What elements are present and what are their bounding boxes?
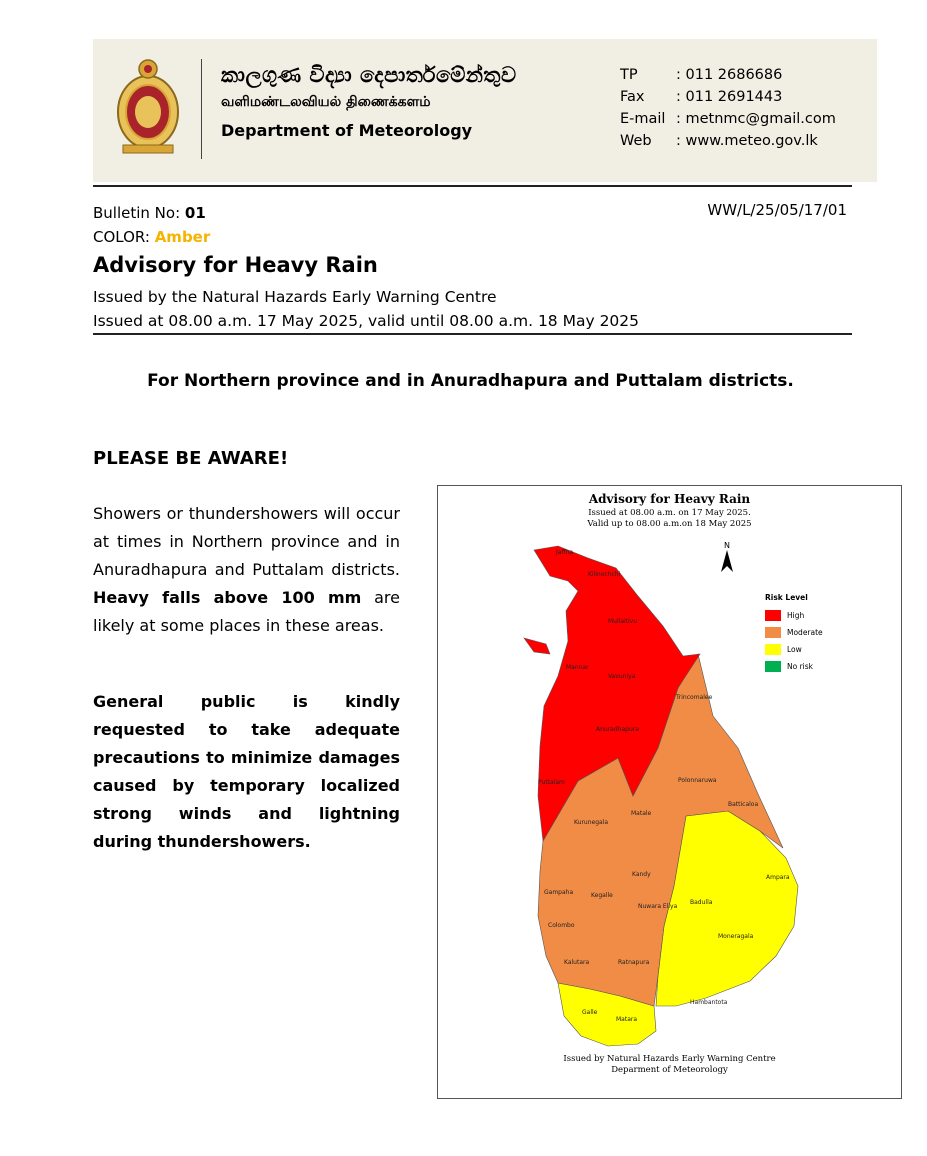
- svg-text:Hambantota: Hambantota: [690, 999, 728, 1006]
- org-name-english: Department of Meteorology: [221, 121, 473, 140]
- svg-text:Anuradhapura: Anuradhapura: [596, 726, 639, 733]
- map-footer: Issued by Natural Hazards Early Warning Centre Deparment of Meteorology: [563, 1054, 776, 1075]
- svg-text:Kegalle: Kegalle: [591, 892, 613, 899]
- legend-item-moderate: Moderate: [765, 627, 823, 638]
- issued-at: Issued at 08.00 a.m. 17 May 2025, valid until 08.00 a.m. 18 May 2025: [93, 312, 640, 330]
- svg-text:Moneragala: Moneragala: [718, 933, 754, 940]
- org-name-tamil: வளிமண்டலவியல் திணைக்களம்: [221, 94, 431, 110]
- legend-swatch: [765, 627, 781, 638]
- svg-text:Trincomalee: Trincomalee: [676, 694, 713, 701]
- website-link[interactable]: : www.meteo.gov.lk: [676, 133, 818, 149]
- map-legend: [765, 593, 823, 678]
- svg-text:Mannar: Mannar: [566, 664, 589, 671]
- map-subtitle: Issued at 08.00 a.m. on 17 May 2025. Valid up to 08.00 a.m.on 18 May 2025: [587, 508, 752, 529]
- divider: [93, 185, 852, 187]
- contact-details: [620, 64, 836, 152]
- contact-row-email: E-mail : metnmc@gmail.com: [620, 108, 836, 130]
- legend-swatch: [765, 661, 781, 672]
- svg-text:Batticaloa: Batticaloa: [728, 801, 759, 808]
- north-arrow-icon: N: [720, 541, 734, 574]
- svg-text:Kurunegala: Kurunegala: [574, 819, 609, 826]
- mannar-island: [524, 638, 550, 654]
- contact-row-tp: TP : 011 2686686: [620, 67, 783, 83]
- legend-item-low: Low: [765, 644, 823, 655]
- svg-text:Ampara: Ampara: [766, 874, 790, 881]
- legend-item-no-risk: No risk: [765, 661, 823, 672]
- svg-text:Colombo: Colombo: [548, 922, 575, 929]
- svg-text:Kalutara: Kalutara: [564, 959, 590, 966]
- issued-by: Issued by the Natural Hazards Early Warning Centre: [93, 288, 497, 306]
- legend-swatch: [765, 610, 781, 621]
- affected-region-heading: For Northern province and in Anuradhapura and Puttalam districts.: [147, 371, 794, 391]
- svg-text:Ratnapura: Ratnapura: [618, 959, 650, 966]
- svg-text:Matara: Matara: [616, 1016, 638, 1023]
- divider: [93, 333, 852, 335]
- alert-color: Amber: [154, 228, 211, 246]
- svg-text:Nuwara Eliya: Nuwara Eliya: [638, 903, 678, 910]
- svg-text:Matale: Matale: [631, 810, 652, 817]
- sri-lanka-map: [438, 486, 901, 1098]
- svg-text:Badulla: Badulla: [690, 899, 713, 906]
- bulletin-reference: WW/L/25/05/17/01: [707, 201, 847, 219]
- contact-row-fax: Fax : 011 2691443: [620, 89, 783, 105]
- aware-heading: PLEASE BE AWARE!: [93, 448, 289, 469]
- map-title: Advisory for Heavy Rain: [588, 492, 751, 506]
- forecast-paragraph: Showers or thundershowers will occur at times in Northern province and in Anuradhapura and Puttalam districts. Heavy falls above 100 mm are likely at some places in these areas.: [93, 504, 400, 635]
- legend-item-high: High: [765, 610, 823, 621]
- svg-text:Gampaha: Gampaha: [544, 889, 574, 896]
- legend-title: Risk Level: [765, 593, 808, 602]
- contact-row-web: Web : www.meteo.gov.lk: [620, 130, 836, 152]
- precaution-paragraph: General public is kindly requested to take adequate precautions to minimize damages caused by temporary localized strong winds and lightning during thundershowers.: [93, 692, 400, 851]
- svg-text:Kandy: Kandy: [632, 871, 651, 878]
- org-name-sinhala: කාලගුණ විද්‍යා දෙපාර්තමේන්තුව: [221, 63, 517, 87]
- bulletin-title: Advisory for Heavy Rain: [93, 253, 378, 277]
- svg-text:Vavuniya: Vavuniya: [608, 673, 636, 680]
- sri-lanka-emblem-icon: [113, 57, 183, 157]
- header-divider: [201, 59, 202, 159]
- email-link[interactable]: : metnmc@gmail.com: [676, 111, 836, 127]
- svg-text:Jaffna: Jaffna: [556, 549, 574, 556]
- letterhead: [93, 39, 877, 182]
- svg-text:Mullaitivu: Mullaitivu: [608, 618, 638, 625]
- bulletin-number: 01: [184, 204, 206, 222]
- legend-swatch: [765, 644, 781, 655]
- organization-names: [221, 63, 517, 140]
- issue-details: [93, 285, 639, 333]
- svg-text:Galle: Galle: [582, 1009, 598, 1016]
- svg-text:Kilinochchi: Kilinochchi: [588, 571, 621, 578]
- svg-text:Polonnaruwa: Polonnaruwa: [678, 777, 717, 784]
- bulletin-meta: Bulletin No: 01 COLOR: Amber: [93, 204, 211, 246]
- risk-map: [437, 485, 902, 1099]
- svg-text:Puttalam: Puttalam: [538, 779, 565, 786]
